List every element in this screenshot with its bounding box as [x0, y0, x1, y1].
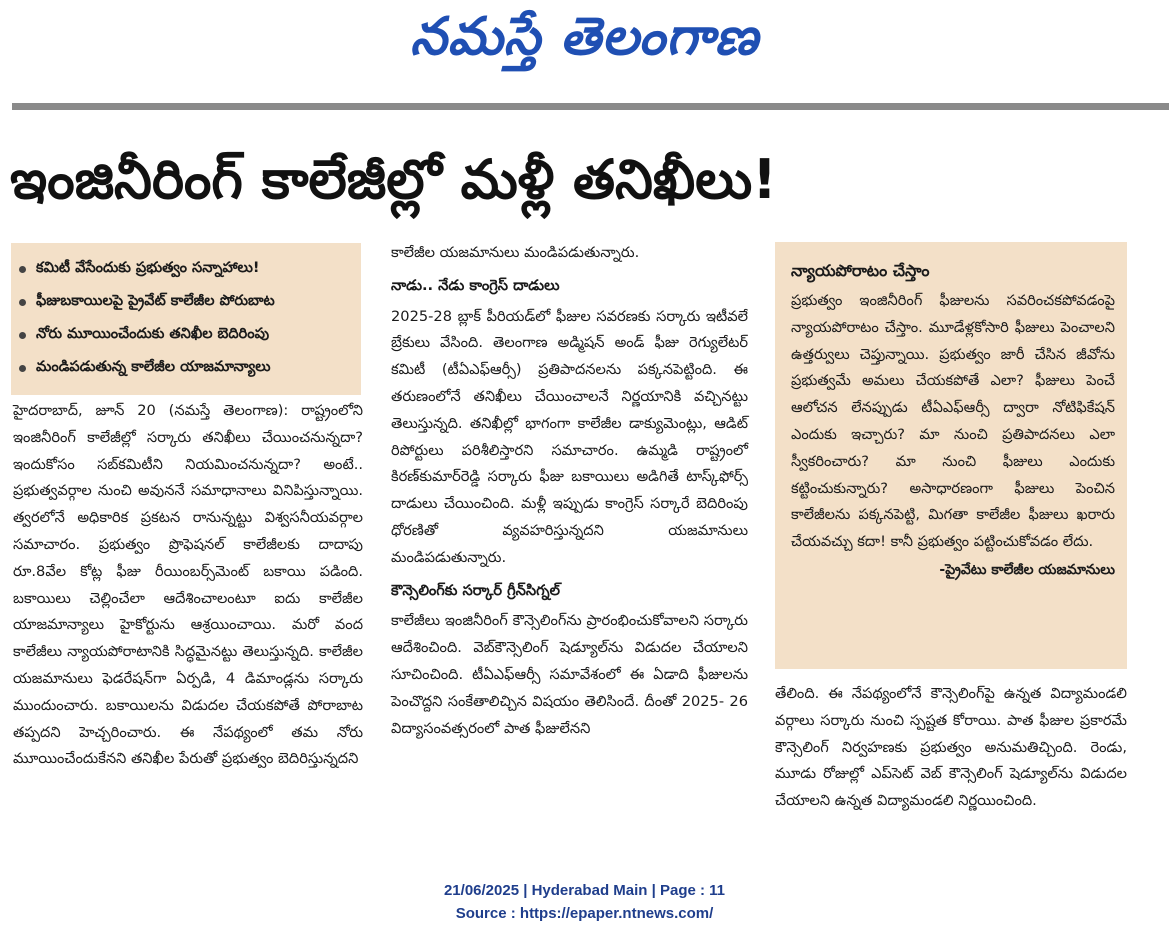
article-paragraph: కాలేజీల యజమానులు మండిపడుతున్నారు. — [391, 244, 640, 261]
article-paragraph: 2025-28 బ్లాక్ పీరియడ్‌లో ఫీజుల సవరణకు సర్కారు ఇటీవలే బ్రేకులు వేసింది. తెలంగాణ అడ్మిషన్ అండ్ ఫీజు రెగ్యులేటర్ కమిటీ (టీఏఎఫ్ఆర్సీ) ప్రతిపాదనలను పక్కనపెట్టింది. ఈ తరుణంలోనే తనిఖీలు చేయించాలనే నిర్ణయానికి వచ్చినట్టు తెలుస్తున్నది. తనిఖీల్లో భాగంగా కాలేజీల డాక్యుమెంట్లు, ఆడిట్ రిపోర్టులు పరిశీలిస్తారని సమాచారం. ఉమ్మడి రాష్ట్రంలో కిరణ్‌కుమార్‌రెడ్డి సర్కారు ఫీజు బకాయిలు అడిగితే టాస్క్‌ఫోర్స్ దాడులు చేయించింది. మళ్లీ ఇప్పుడు కాంగ్రెస్ సర్కారే బెదిరింపు ధోరణితో వ్యవహరిస్తున్నదని యజమానులు మండిపడుతున్నారు. — [391, 307, 748, 566]
quote-attribution: -ప్రైవేటు కాలేజీల యజమానులు — [939, 561, 1115, 578]
article-paragraph: కాలేజీలు ఇంజినీరింగ్ కౌన్సెలింగ్‌ను ప్రారంభించుకోవాలని సర్కారు ఆదేశించింది. వెబ్‌కౌన్సెలింగ్ షెడ్యూల్‌ను విడుదల చేయాలని సూచించింది. టీఏఎఫ్ఆర్సీ సమావేశంలో ఈ ఏడాది ఫీజులను పెంచొద్దని సంకేతాలిచ్చిన విషయం తెలిసిందే. దీంతో 2025- 26 విద్యాసంవత్సరంలో పాత ఫీజులేనని — [391, 612, 748, 737]
article-paragraph: హైదరాబాద్, జూన్ 20 (నమస్తే తెలంగాణ): రాష్ట్రంలోని ఇంజినీరింగ్ కాలేజీల్లో సర్కారు తనిఖీలు చేయించనున్నదా? ఇందుకోసం సబ్‌కమిటీని నియమించనున్నదా? అంటే.. ప్రభుత్వవర్గాల నుంచి అవుననే సమాధానాలు వినిపిస్తున్నాయి. త్వరలోనే అధికారిక ప్రకటన రానున్నట్టు విశ్వసనీయవర్గాల సమాచారం. ప్రభుత్వం ప్రొఫెషనల్ కాలేజీలకు దాదాపు రూ.8వేల కోట్ల ఫీజు రీయింబర్స్‌మెంట్ బకాయి పడింది. బకాయిలు చెల్లించేలా ఆదేశించాలంటూ ఐదు కాలేజీల యాజమాన్యాలు హైకోర్టును ఆశ్రయించాయి. మరో వంద కాలేజీలు న్యాయపోరాటానికి సిద్ధమైనట్టు తెలుస్తున్నది. కాలేజీల యజమానులు ఫెడరేషన్‌గా ఏర్పడి, 4 డిమాండ్లను సర్కారు ముందుంచారు. బకాయిలను విడుదల చేయకపోతే పోరాబాట తప్పదని హెచ్చరించారు. ఈ నేపథ్యంలో తమ నోరు మూయించేందుకేనని తనిఖీల పేరుతో ప్రభుత్వం బెదిరిస్తున్నదని — [13, 402, 363, 768]
bullet-icon — [19, 299, 26, 306]
edition-info: 21/06/2025 | Hyderabad Main | Page : 11 — [443, 882, 726, 899]
source-link[interactable]: Source : https://epaper.ntnews.com/ — [455, 905, 714, 922]
section-subheading: కౌన్సెలింగ్‌కు సర్కార్ గ్రీన్‌సిగ్నల్ — [391, 581, 560, 599]
highlights-box — [11, 243, 361, 395]
highlight-item — [19, 319, 355, 352]
quote-box — [775, 242, 1127, 669]
highlight-item — [19, 352, 355, 385]
highlight-item — [19, 286, 355, 319]
article-column-1 — [13, 398, 363, 773]
highlight-text: కమిటీ వేసేందుకు ప్రభుత్వం సన్నాహాలు! — [36, 259, 260, 276]
section-subheading: నాడు.. నేడు కాంగ్రెస్ దాడులు — [391, 276, 560, 294]
bullet-icon — [19, 365, 26, 372]
highlight-text: మండిపడుతున్న కాలేజీల యాజమాన్యాలు — [36, 358, 271, 375]
highlight-item — [19, 253, 355, 286]
quote-box-body: ప్రభుత్వం ఇంజినీరింగ్ ఫీజులను సవరించకపోవడంపై న్యాయపోరాటం చేస్తాం. మూడేళ్లకోసారి ఫీజులు పెంచాలని ఉత్తర్వులు చెప్తున్నాయి. ప్రభుత్వం జారీ చేసిన జీవోను ప్రభుత్వమే అమలు చేయకపోతే ఎలా? ఫీజులు పెంచే ఆలోచన లేనప్పుడు టీఏఎఫ్ఆర్సీ ద్వారా నోటిఫికేషన్ ఎందుకు ఇచ్చారు? మా నుంచి ప్రతిపాదనలు ఎలా స్వీకరించారు? మా నుంచి ఫీజులు ఎందుకు కట్టించుకున్నారు? అసాధారణంగా ఫీజులు పెంచిన కాలేజీలను పక్కనపెట్టి, మిగతా కాలేజీల ఫీజులు ఖరారు చేయవచ్చు కదా! కానీ ప్రభుత్వం పట్టించుకోవడం లేదు. — [791, 292, 1115, 551]
masthead-divider — [12, 103, 1169, 110]
bullet-icon — [19, 266, 26, 273]
bullet-icon — [19, 332, 26, 339]
newspaper-masthead: నమస్తే తెలంగాణ — [410, 6, 759, 67]
article-headline: ఇంజినీరింగ్ కాలేజీల్లో మళ్లీ తనిఖీలు! — [10, 148, 777, 211]
quote-box-title: న్యాయపోరాటం చేస్తాం — [791, 261, 930, 280]
article-paragraph: తేలింది. ఈ నేపథ్యంలోనే కౌన్సెలింగ్‌పై ఉన్నత విద్యామండలి వర్గాలు సర్కారు నుంచి స్పష్టత కోరాయి. పాత ఫీజుల ప్రకారమే కౌన్సెలింగ్ నిర్వహణకు ప్రభుత్వం అనుమతిచ్చింది. రెండు, మూడు రోజుల్లో ఎప్‌సెట్ వెబ్ కౌన్సెలింగ్ షెడ్యూల్‌ను విడుదల చేయాలని ఉన్నత విద్యామండలి నిర్ణయించింది. — [775, 685, 1127, 810]
article-column-2 — [391, 240, 748, 742]
article-column-3 — [775, 681, 1127, 815]
highlight-text: ఫీజుబకాయిలపై ప్రైవేట్ కాలేజీల పోరుబాట — [36, 292, 275, 309]
highlight-text: నోరు మూయించేందుకు తనిఖీల బెదిరింపు — [36, 325, 270, 342]
